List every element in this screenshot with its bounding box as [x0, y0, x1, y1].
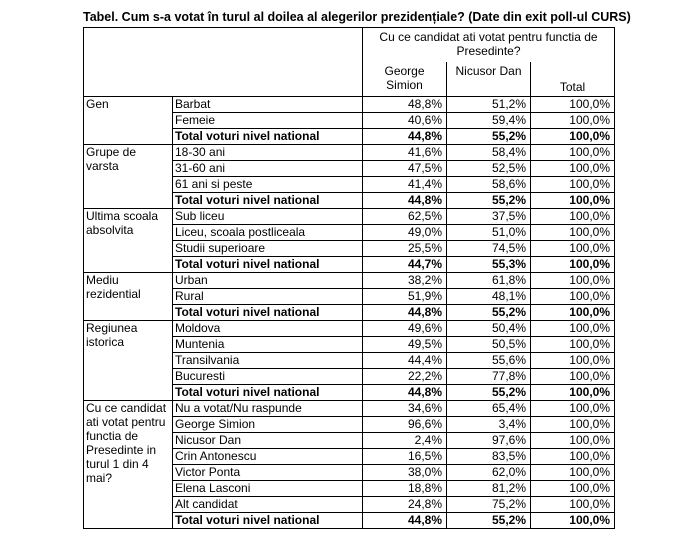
row-label: Barbat	[173, 97, 363, 113]
value-simion: 44,8%	[363, 385, 447, 401]
table-row	[84, 145, 615, 161]
value-dan: 51,2%	[447, 97, 531, 113]
header-row-question	[84, 28, 615, 63]
row-label: Total voturi nivel national	[173, 513, 363, 529]
row-label: Alt candidat	[173, 497, 363, 513]
value-dan: 55,2%	[447, 193, 531, 209]
row-label: Elena Lasconi	[173, 481, 363, 497]
row-label: George Simion	[173, 417, 363, 433]
value-dan: 50,4%	[447, 321, 531, 337]
value-dan: 55,3%	[447, 257, 531, 273]
row-label: Sub liceu	[173, 209, 363, 225]
value-total: 100,0%	[531, 353, 615, 369]
value-total: 100,0%	[531, 145, 615, 161]
value-simion: 49,0%	[363, 225, 447, 241]
value-simion: 49,5%	[363, 337, 447, 353]
header-question: Cu ce candidat ati votat pentru functia de Presedinte?	[363, 28, 615, 63]
header-blank	[84, 28, 363, 97]
value-simion: 34,6%	[363, 401, 447, 417]
value-dan: 65,4%	[447, 401, 531, 417]
value-dan: 74,5%	[447, 241, 531, 257]
value-total: 100,0%	[531, 289, 615, 305]
value-total: 100,0%	[531, 193, 615, 209]
value-dan: 50,5%	[447, 337, 531, 353]
value-total: 100,0%	[531, 241, 615, 257]
value-total: 100,0%	[531, 273, 615, 289]
value-simion: 51,9%	[363, 289, 447, 305]
results-table	[83, 27, 615, 529]
header-col-dan: Nicusor Dan	[447, 62, 531, 97]
row-label: Nu a votat/Nu raspunde	[173, 401, 363, 417]
table-row	[84, 97, 615, 113]
value-simion: 40,6%	[363, 113, 447, 129]
row-label: Urban	[173, 273, 363, 289]
value-total: 100,0%	[531, 465, 615, 481]
row-label: 61 ani si peste	[173, 177, 363, 193]
value-total: 100,0%	[531, 305, 615, 321]
value-total: 100,0%	[531, 481, 615, 497]
row-label: Crin Antonescu	[173, 449, 363, 465]
value-dan: 55,2%	[447, 305, 531, 321]
value-dan: 58,4%	[447, 145, 531, 161]
value-total: 100,0%	[531, 177, 615, 193]
value-total: 100,0%	[531, 161, 615, 177]
value-total: 100,0%	[531, 337, 615, 353]
value-simion: 41,4%	[363, 177, 447, 193]
value-dan: 52,5%	[447, 161, 531, 177]
value-total: 100,0%	[531, 401, 615, 417]
value-simion: 44,8%	[363, 129, 447, 145]
table-title: Tabel. Cum s-a votat în turul al doilea al alegerilor prezidențiale? (Date din exit poll-ul CURS)	[83, 10, 631, 24]
value-total: 100,0%	[531, 209, 615, 225]
group-label: Regiunea istorica	[84, 321, 173, 401]
value-simion: 44,4%	[363, 353, 447, 369]
value-simion: 41,6%	[363, 145, 447, 161]
value-dan: 55,6%	[447, 353, 531, 369]
group-label: Gen	[84, 97, 173, 145]
value-total: 100,0%	[531, 113, 615, 129]
value-simion: 47,5%	[363, 161, 447, 177]
value-simion: 62,5%	[363, 209, 447, 225]
value-dan: 3,4%	[447, 417, 531, 433]
value-total: 100,0%	[531, 449, 615, 465]
row-label: Total voturi nivel national	[173, 129, 363, 145]
row-label: Liceu, scoala postliceala	[173, 225, 363, 241]
value-total: 100,0%	[531, 513, 615, 529]
value-simion: 44,8%	[363, 305, 447, 321]
value-simion: 38,0%	[363, 465, 447, 481]
value-total: 100,0%	[531, 225, 615, 241]
value-simion: 49,6%	[363, 321, 447, 337]
value-simion: 44,8%	[363, 193, 447, 209]
value-simion: 48,8%	[363, 97, 447, 113]
table-row	[84, 321, 615, 337]
value-dan: 77,8%	[447, 369, 531, 385]
value-total: 100,0%	[531, 417, 615, 433]
table-row	[84, 401, 615, 417]
value-total: 100,0%	[531, 97, 615, 113]
value-dan: 81,2%	[447, 481, 531, 497]
group-label: Ultima scoala absolvita	[84, 209, 173, 273]
value-simion: 44,7%	[363, 257, 447, 273]
row-label: Total voturi nivel national	[173, 305, 363, 321]
value-total: 100,0%	[531, 257, 615, 273]
row-label: Total voturi nivel national	[173, 193, 363, 209]
value-simion: 22,2%	[363, 369, 447, 385]
value-dan: 51,0%	[447, 225, 531, 241]
group-label: Cu ce candidat ati votat pentru functia de Presedinte in turul 1 din 4 mai?	[84, 401, 173, 529]
header-col-total: Total	[531, 62, 615, 97]
value-total: 100,0%	[531, 129, 615, 145]
value-simion: 25,5%	[363, 241, 447, 257]
value-simion: 2,4%	[363, 433, 447, 449]
row-label: Transilvania	[173, 353, 363, 369]
value-total: 100,0%	[531, 385, 615, 401]
row-label: Rural	[173, 289, 363, 305]
table-row	[84, 209, 615, 225]
header-col-simion: George Simion	[363, 62, 447, 97]
group-label: Grupe de varsta	[84, 145, 173, 209]
row-label: Total voturi nivel national	[173, 257, 363, 273]
row-label: Victor Ponta	[173, 465, 363, 481]
group-label: Mediu rezidential	[84, 273, 173, 321]
table-row	[84, 273, 615, 289]
value-dan: 83,5%	[447, 449, 531, 465]
row-label: Nicusor Dan	[173, 433, 363, 449]
value-dan: 55,2%	[447, 385, 531, 401]
value-dan: 62,0%	[447, 465, 531, 481]
value-total: 100,0%	[531, 497, 615, 513]
value-dan: 97,6%	[447, 433, 531, 449]
row-label: Femeie	[173, 113, 363, 129]
value-total: 100,0%	[531, 321, 615, 337]
value-dan: 58,6%	[447, 177, 531, 193]
value-simion: 44,8%	[363, 513, 447, 529]
row-label: Muntenia	[173, 337, 363, 353]
row-label: Moldova	[173, 321, 363, 337]
value-simion: 16,5%	[363, 449, 447, 465]
value-simion: 24,8%	[363, 497, 447, 513]
value-dan: 59,4%	[447, 113, 531, 129]
value-dan: 48,1%	[447, 289, 531, 305]
value-dan: 61,8%	[447, 273, 531, 289]
row-label: 31-60 ani	[173, 161, 363, 177]
value-dan: 55,2%	[447, 513, 531, 529]
value-total: 100,0%	[531, 369, 615, 385]
value-simion: 38,2%	[363, 273, 447, 289]
value-dan: 75,2%	[447, 497, 531, 513]
row-label: Bucuresti	[173, 369, 363, 385]
row-label: 18-30 ani	[173, 145, 363, 161]
value-dan: 55,2%	[447, 129, 531, 145]
row-label: Total voturi nivel national	[173, 385, 363, 401]
value-simion: 18,8%	[363, 481, 447, 497]
value-dan: 37,5%	[447, 209, 531, 225]
value-total: 100,0%	[531, 433, 615, 449]
row-label: Studii superioare	[173, 241, 363, 257]
value-simion: 96,6%	[363, 417, 447, 433]
